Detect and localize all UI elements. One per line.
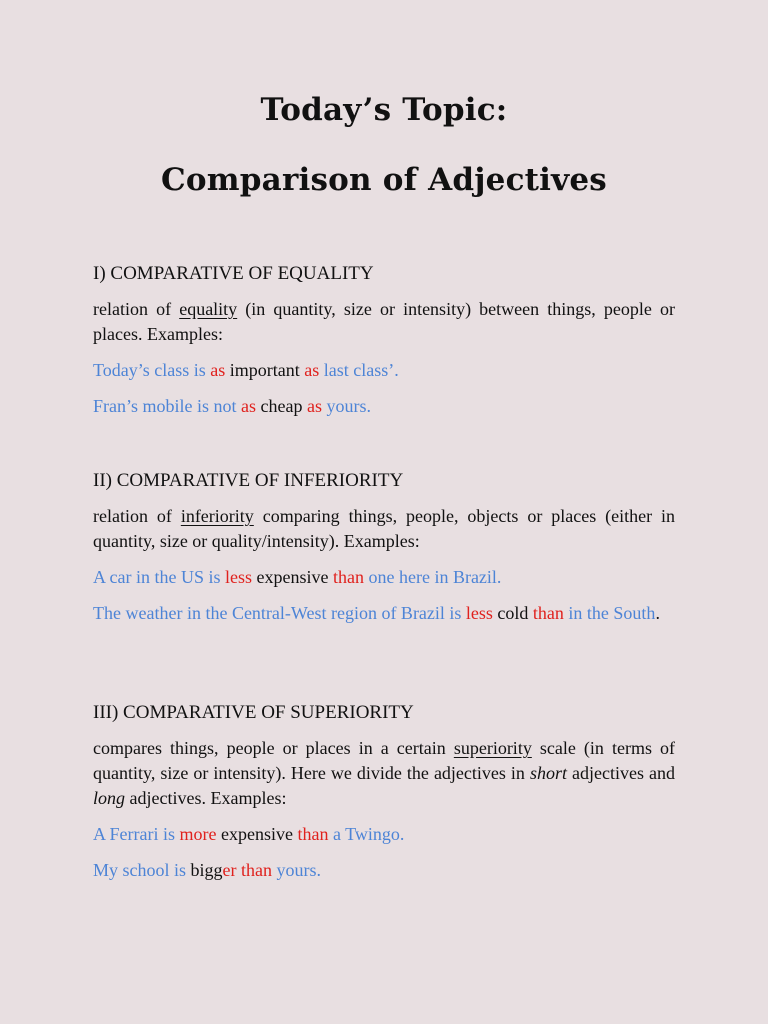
description-text: comparing things, people, objects or places (either in quantity, size or quality/intensity). Examples:: [93, 506, 675, 551]
comparative-keyword: as: [241, 396, 256, 416]
description-text: adjectives. Examples:: [125, 788, 287, 808]
adjective: cheap: [256, 396, 307, 416]
section-description: [93, 736, 675, 811]
description-text: adjectives and: [566, 763, 675, 783]
adjective: cold: [492, 603, 533, 623]
section-heading: III) COMPARATIVE OF SUPERIORITY: [93, 702, 414, 723]
underlined-term: inferiority: [180, 506, 254, 526]
adjective: expensive: [252, 567, 333, 587]
example-text: one here in Brazil.: [363, 567, 502, 587]
description-text: relation of: [93, 299, 180, 319]
comparative-keyword: than: [332, 567, 364, 587]
comparative-keyword: as: [210, 360, 226, 380]
example-text: last class’.: [319, 360, 399, 380]
sentence-period: .: [655, 603, 660, 623]
example-sentence: [93, 858, 675, 883]
underlined-term: superiority: [453, 738, 532, 758]
section-heading: I) COMPARATIVE OF EQUALITY: [93, 263, 374, 284]
adjective-stem: bigg: [190, 860, 223, 880]
example-sentence: [93, 822, 675, 847]
example-text: Fran’s mobile is not: [93, 396, 241, 416]
example-text: My school is: [93, 860, 191, 880]
comparative-keyword: more: [179, 824, 217, 844]
comparative-keyword: than: [532, 603, 564, 623]
comparative-keyword: less: [225, 567, 252, 587]
italic-term: short: [529, 763, 567, 783]
example-sentence: [93, 601, 675, 626]
adjective: expensive: [216, 824, 298, 844]
comparative-keyword: as: [304, 360, 320, 380]
page-title-line-2: Comparison of Adjectives: [161, 162, 607, 198]
example-sentence: [93, 565, 675, 590]
example-text: yours.: [272, 860, 322, 880]
example-text: in the South: [563, 603, 656, 623]
section-description: [93, 504, 675, 554]
example-text: The weather in the Central-West region of Brazil is: [93, 603, 466, 623]
comparative-suffix: er than: [222, 860, 273, 880]
example-sentence: [93, 394, 675, 419]
comparative-keyword: less: [465, 603, 493, 623]
example-text: a Twingo.: [328, 824, 405, 844]
section-superiority: [93, 701, 675, 883]
italic-term: long: [93, 788, 126, 808]
example-sentence: [93, 358, 675, 383]
comparative-keyword: than: [297, 824, 329, 844]
section-heading: II) COMPARATIVE OF INFERIORITY: [93, 470, 404, 491]
example-text: yours.: [321, 396, 371, 416]
description-text: (in quantity, size or intensity) between things, people or places. Examples:: [93, 299, 675, 344]
section-description: [93, 297, 675, 347]
section-inferiority: [93, 469, 675, 626]
example-text: A Ferrari is: [93, 824, 180, 844]
adjective: important: [225, 360, 305, 380]
underlined-term: equality: [179, 299, 238, 319]
comparative-keyword: as: [306, 396, 322, 416]
page-title-line-1: Today’s Topic:: [260, 92, 508, 128]
example-text: A car in the US is: [93, 567, 225, 587]
description-text: compares things, people or places in a certain: [93, 738, 454, 758]
description-text: relation of: [93, 506, 181, 526]
description-text: scale (in terms of quantity, size or intensity). Here we divide the adjectives in: [93, 738, 675, 783]
example-text: Today’s class is: [93, 360, 211, 380]
section-equality: [93, 262, 675, 419]
